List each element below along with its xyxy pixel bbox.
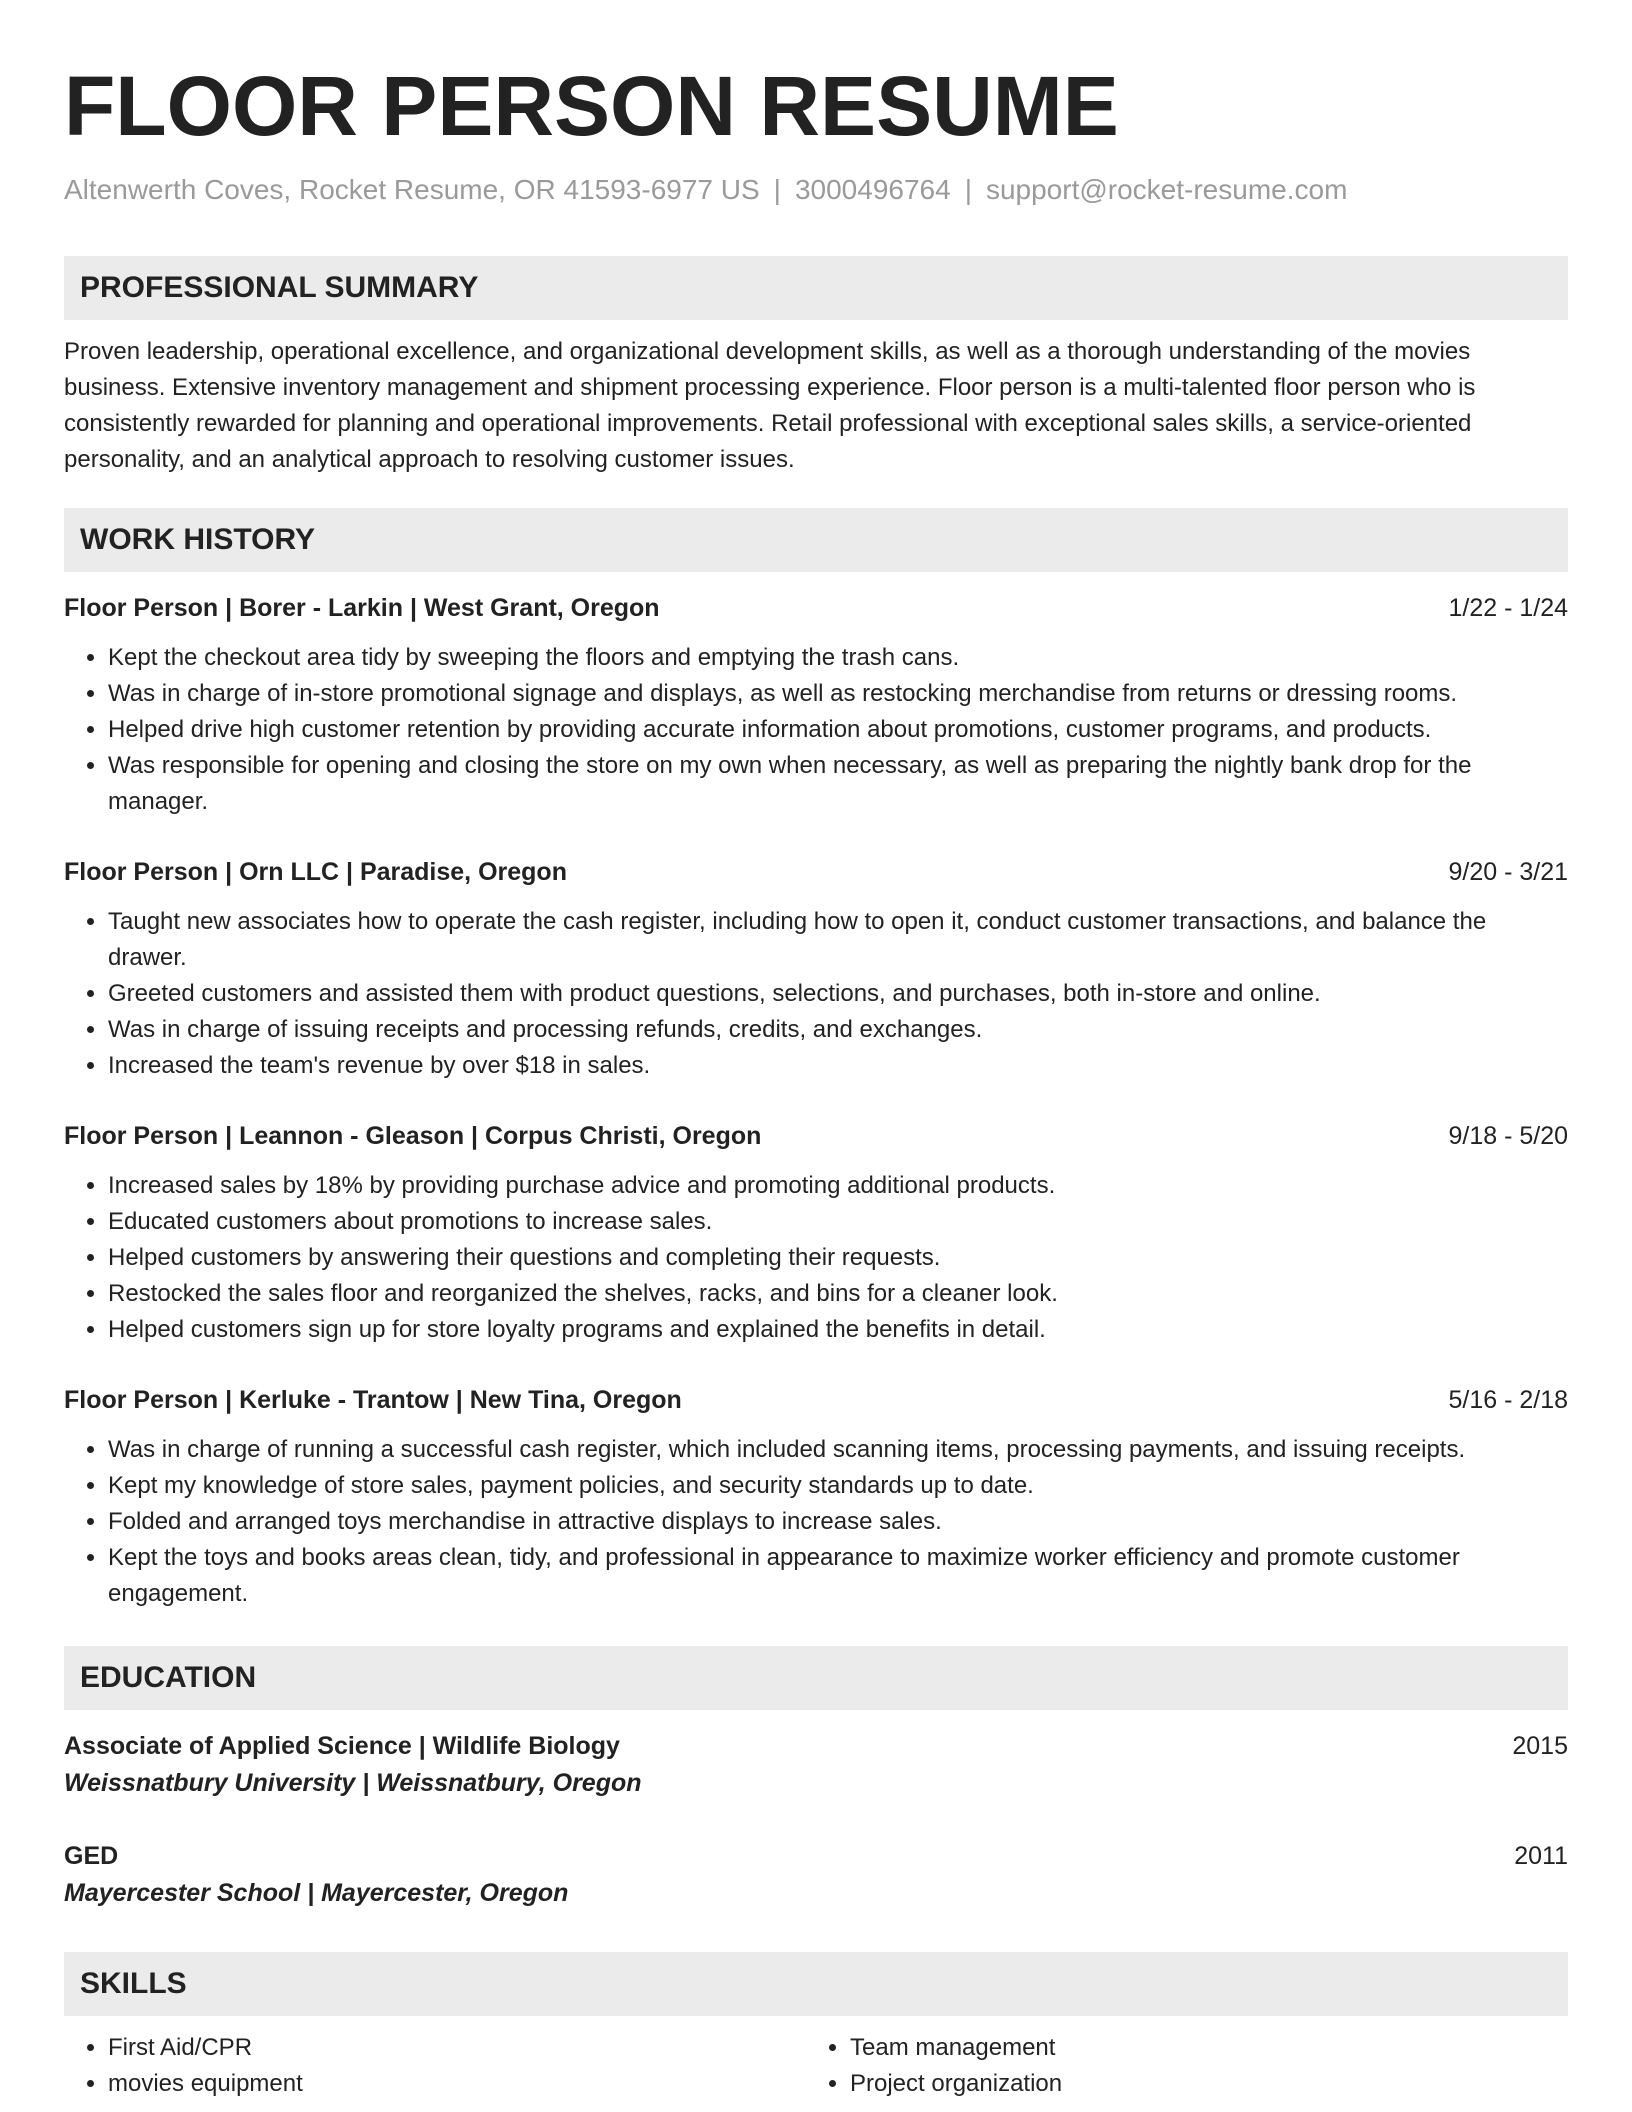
job-title: Floor Person | Borer - Larkin | West Grant, Oregon — [64, 594, 660, 622]
section-header-education: EDUCATION — [64, 1646, 1568, 1710]
job-bullet: • Was in charge of running a successful cash register, which included scanning items, processing payments, and issuing receipts. — [108, 1432, 1568, 1468]
section-header-skills: SKILLS — [64, 1952, 1568, 2016]
education-entry — [64, 1838, 1568, 1912]
job-bullet: • Restocked the sales floor and reorganized the shelves, racks, and bins for a cleaner look. — [108, 1276, 1568, 1312]
skills-column-right — [806, 2030, 1548, 2102]
job-dates: 1/22 - 1/24 — [1448, 594, 1568, 622]
job-header — [64, 1382, 1568, 1418]
job-bullet: • Kept the checkout area tidy by sweeping the floors and emptying the trash cans. — [108, 640, 1568, 676]
education-school: Mayercester School | Mayercester, Oregon — [64, 1879, 569, 1907]
education-year: 2011 — [1514, 1842, 1568, 1870]
job-bullet: • Helped customers sign up for store loyalty programs and explained the benefits in detail. — [108, 1312, 1568, 1348]
education-school: Weissnatbury University | Weissnatbury, Oregon — [64, 1769, 642, 1797]
section-header-work-history: WORK HISTORY — [64, 508, 1568, 572]
job-bullet: • Taught new associates how to operate the cash register, including how to open it, conduct customer transactions, and balance the drawer. — [108, 904, 1568, 976]
job-bullet: • Helped drive high customer retention by providing accurate information about promotions, customer programs, and products. — [108, 712, 1568, 748]
job-entry — [64, 590, 1568, 820]
skill-item: • movies equipment — [108, 2066, 806, 2102]
job-dates: 9/20 - 3/21 — [1448, 858, 1568, 886]
job-bullets — [64, 640, 1568, 820]
section-header-summary: PROFESSIONAL SUMMARY — [64, 256, 1568, 320]
job-bullet: • Increased the team's revenue by over $18 in sales. — [108, 1048, 1568, 1084]
job-bullet: • Was responsible for opening and closing the store on my own when necessary, as well as preparing the nightly bank drop for the manager. — [108, 748, 1568, 820]
job-bullet: • Was in charge of in-store promotional signage and displays, as well as restocking merchandise from returns or dressing rooms. — [108, 676, 1568, 712]
job-bullet: • Folded and arranged toys merchandise in attractive displays to increase sales. — [108, 1504, 1568, 1540]
education-header — [64, 1728, 1568, 1764]
job-header — [64, 590, 1568, 626]
page-title: FLOOR PERSON RESUME — [64, 59, 1119, 153]
job-entry — [64, 1118, 1568, 1348]
skills-column-left — [64, 2030, 806, 2102]
job-entry — [64, 1382, 1568, 1612]
job-bullet: • Helped customers by answering their questions and completing their requests. — [108, 1240, 1568, 1276]
education-degree: Associate of Applied Science | Wildlife Biology — [64, 1732, 620, 1760]
education-header — [64, 1838, 1568, 1874]
job-dates: 5/16 - 2/18 — [1448, 1386, 1568, 1414]
skill-item: • First Aid/CPR — [108, 2030, 806, 2066]
job-bullet: • Kept the toys and books areas clean, tidy, and professional in appearance to maximize worker efficiency and promote customer engagement. — [108, 1540, 1568, 1612]
contact-email: support@rocket-resume.com — [985, 174, 1348, 205]
contact-separator: | — [773, 174, 781, 205]
skill-item: • Team management — [850, 2030, 1548, 2066]
job-title: Floor Person | Kerluke - Trantow | New Tina, Oregon — [64, 1386, 682, 1414]
job-header — [64, 854, 1568, 890]
job-bullet: • Increased sales by 18% by providing purchase advice and promoting additional products. — [108, 1168, 1568, 1204]
skills-list — [64, 2030, 1568, 2102]
job-entry — [64, 854, 1568, 1084]
job-bullet: • Greeted customers and assisted them with product questions, selections, and purchases, both in-store and online. — [108, 976, 1568, 1012]
skill-item: • Project organization — [850, 2066, 1548, 2102]
contact-line — [64, 170, 1568, 210]
job-bullets — [64, 1432, 1568, 1612]
job-dates: 9/18 - 5/20 — [1448, 1122, 1568, 1150]
job-bullets — [64, 1168, 1568, 1348]
contact-address: Altenwerth Coves, Rocket Resume, OR 41593-6977 US — [64, 174, 760, 205]
contact-separator: | — [964, 174, 972, 205]
job-bullet: • Educated customers about promotions to increase sales. — [108, 1204, 1568, 1240]
job-bullet: • Was in charge of issuing receipts and processing refunds, credits, and exchanges. — [108, 1012, 1568, 1048]
job-bullet: • Kept my knowledge of store sales, payment policies, and security standards up to date. — [108, 1468, 1568, 1504]
contact-phone: 3000496764 — [794, 174, 951, 205]
job-bullets — [64, 904, 1568, 1084]
job-header — [64, 1118, 1568, 1154]
summary-text: Proven leadership, operational excellence, and organizational development skills, as well as a thorough understanding of the movies business. Extensive inventory management and shipment processing experience. Floor person is a multi-talented floor person who is consistently rewarded for planning and operational improvements. Retail professional with exceptional sales skills, a service-oriented personality, and an analytical approach to resolving customer issues. — [64, 338, 1476, 473]
education-entry — [64, 1728, 1568, 1802]
job-title: Floor Person | Orn LLC | Paradise, Oregon — [64, 858, 567, 886]
job-title: Floor Person | Leannon - Gleason | Corpus Christi, Oregon — [64, 1122, 762, 1150]
education-degree: GED — [64, 1842, 119, 1870]
education-year: 2015 — [1512, 1732, 1568, 1760]
